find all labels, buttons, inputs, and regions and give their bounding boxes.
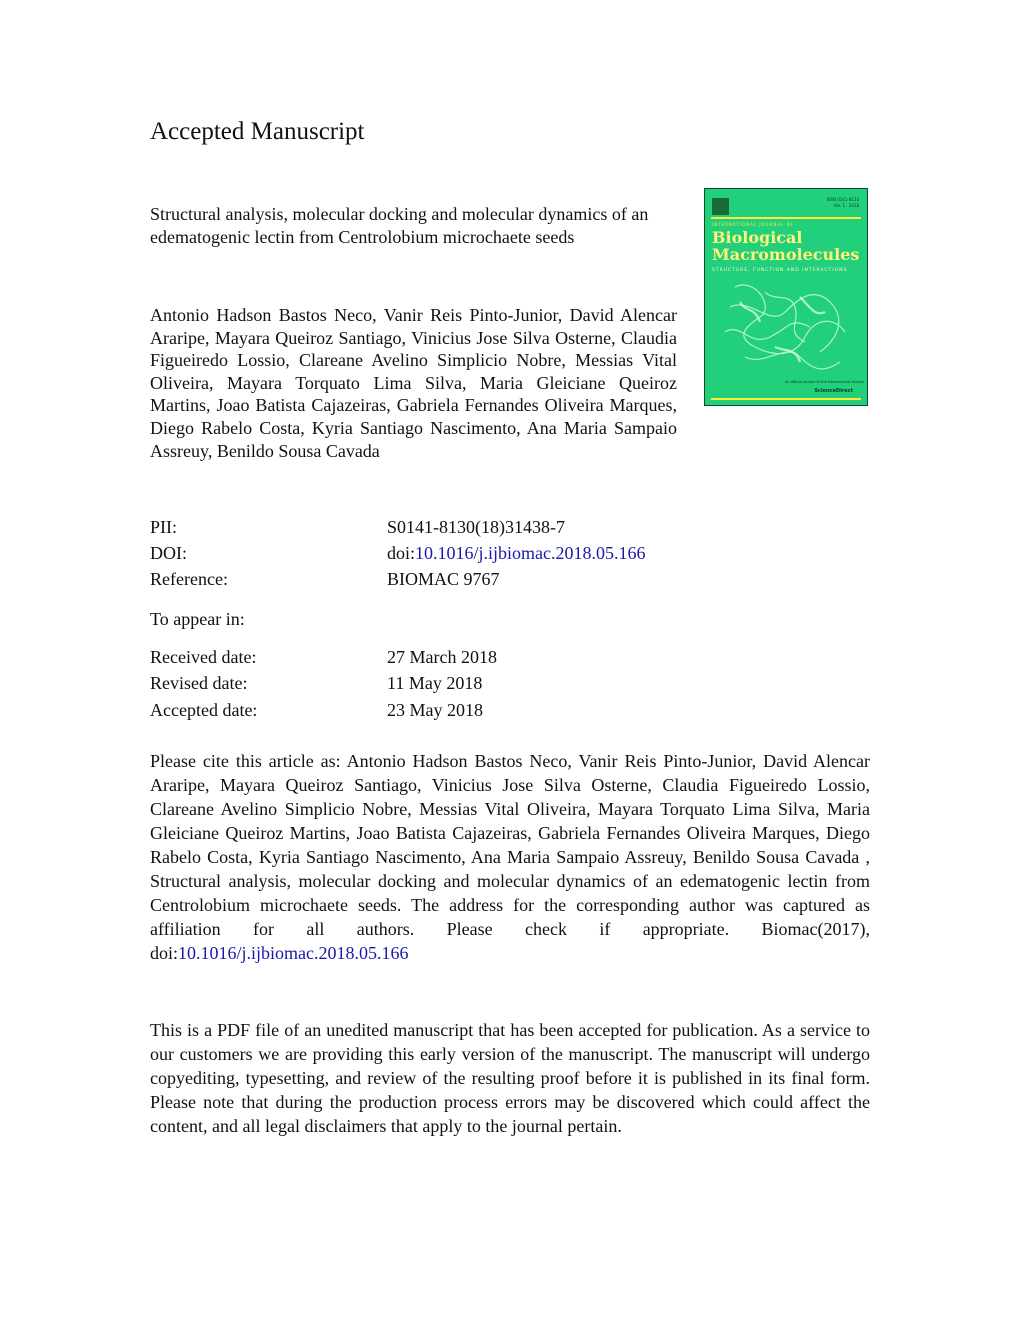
doi-value: doi:10.1016/j.ijbiomac.2018.05.166 — [387, 543, 646, 563]
cover-subtitle: STRUCTURE, FUNCTION AND INTERACTIONS — [712, 268, 848, 273]
protein-structure-icon — [715, 277, 859, 377]
article-title: Structural analysis, molecular docking and molecular dynamics of an edematogenic lectin from Centrolobium microchaete seeds — [150, 204, 649, 247]
cover-kicker: INTERNATIONAL JOURNAL OF — [712, 222, 795, 227]
pii-value: S0141-8130(18)31438-7 — [387, 517, 565, 537]
revised-label: Revised date: — [150, 673, 248, 693]
reference-value: BIOMAC 9767 — [387, 569, 500, 589]
reference-label: Reference: — [150, 569, 228, 589]
doi-label: DOI: — [150, 543, 187, 563]
citation-paragraph: Please cite this article as: Antonio Hadson Bastos Neco, Vanir Reis Pinto-Junior, David Alencar Araripe, Mayara Queiroz Santiago, Vinicius Jose Silva Osterne, Claudia Figueiredo Lossio, Clareane Avelino Simplicio Nobre, Messias Vital Oliveira, Mayara Torquato Lima Silva, Maria Gleiciane Queiroz Martins, Joao Batista Cajazeiras, Gabriela Fernandes Oliveira Marques, Diego Rabelo Costa, Kyria Santiago Nascimento, Ana Maria Sampaio Assreuy, Benildo Sousa Cavada , Structural analysis, molecular docking and molecular dynamics of an edematogenic lectin from Centrolobium microchaete seeds. The address for the corresponding author was captured as affiliation for all authors. Please check if appropriate. Biomac(2017), doi:10.1016/j.ijbiomac.2018.05.166 — [150, 751, 870, 963]
page-title: Accepted Manuscript — [150, 118, 365, 145]
disclaimer-paragraph: This is a PDF file of an unedited manuscript that has been accepted for publication. As a service to our customers we are providing this early version of the manuscript. The manuscript will undergo copyediting, typesetting, and review of the resulting proof before it is published in its final form. Please note that during the production process errors may be discovered which could affect the content, and all legal disclaimers that apply to the journal pertain. — [150, 1020, 870, 1136]
cover-fine-print: An official journal of the International Society — [785, 380, 865, 384]
appear-in-label: To appear in: — [150, 609, 245, 629]
pii-label: PII: — [150, 517, 177, 537]
publisher-logo-icon — [712, 198, 729, 215]
doi-link[interactable]: 10.1016/j.ijbiomac.2018.05.166 — [415, 543, 646, 563]
accepted-label: Accepted date: — [150, 700, 258, 720]
author-list: Antonio Hadson Bastos Neco, Vanir Reis Pinto-Junior, David Alencar Araripe, Mayara Queiroz Santiago, Vinicius Jose Silva Osterne, Claudia Figueiredo Lossio, Clareane Avelino Simplicio Nobre, Messias Vital Oliveira, Mayara Torquato Lima Silva, Maria Gleiciane Queiroz Martins, Joao Batista Cajazeiras, Gabriela Fernandes Oliveira Marques, Diego Rabelo Costa, Kyria Santiago Nascimento, Ana Maria Sampaio Assreuy, Benildo Sousa Cavada — [150, 305, 677, 461]
revised-value: 11 May 2018 — [387, 673, 483, 693]
cover-journal-title: Biological Macromolecules — [712, 228, 860, 264]
cover-issn: ISSN 0141-8130 Vol. 1 · 2018 — [826, 197, 859, 208]
received-label: Received date: — [150, 647, 257, 667]
received-value: 27 March 2018 — [387, 647, 497, 667]
journal-cover-image — [704, 188, 868, 406]
accepted-value: 23 May 2018 — [387, 700, 483, 720]
citation-doi-link[interactable]: 10.1016/j.ijbiomac.2018.05.166 — [178, 943, 409, 963]
cover-top-rule — [711, 217, 861, 219]
cover-bottom-rule — [711, 398, 861, 400]
cover-publisher: ScienceDirect — [814, 388, 853, 394]
